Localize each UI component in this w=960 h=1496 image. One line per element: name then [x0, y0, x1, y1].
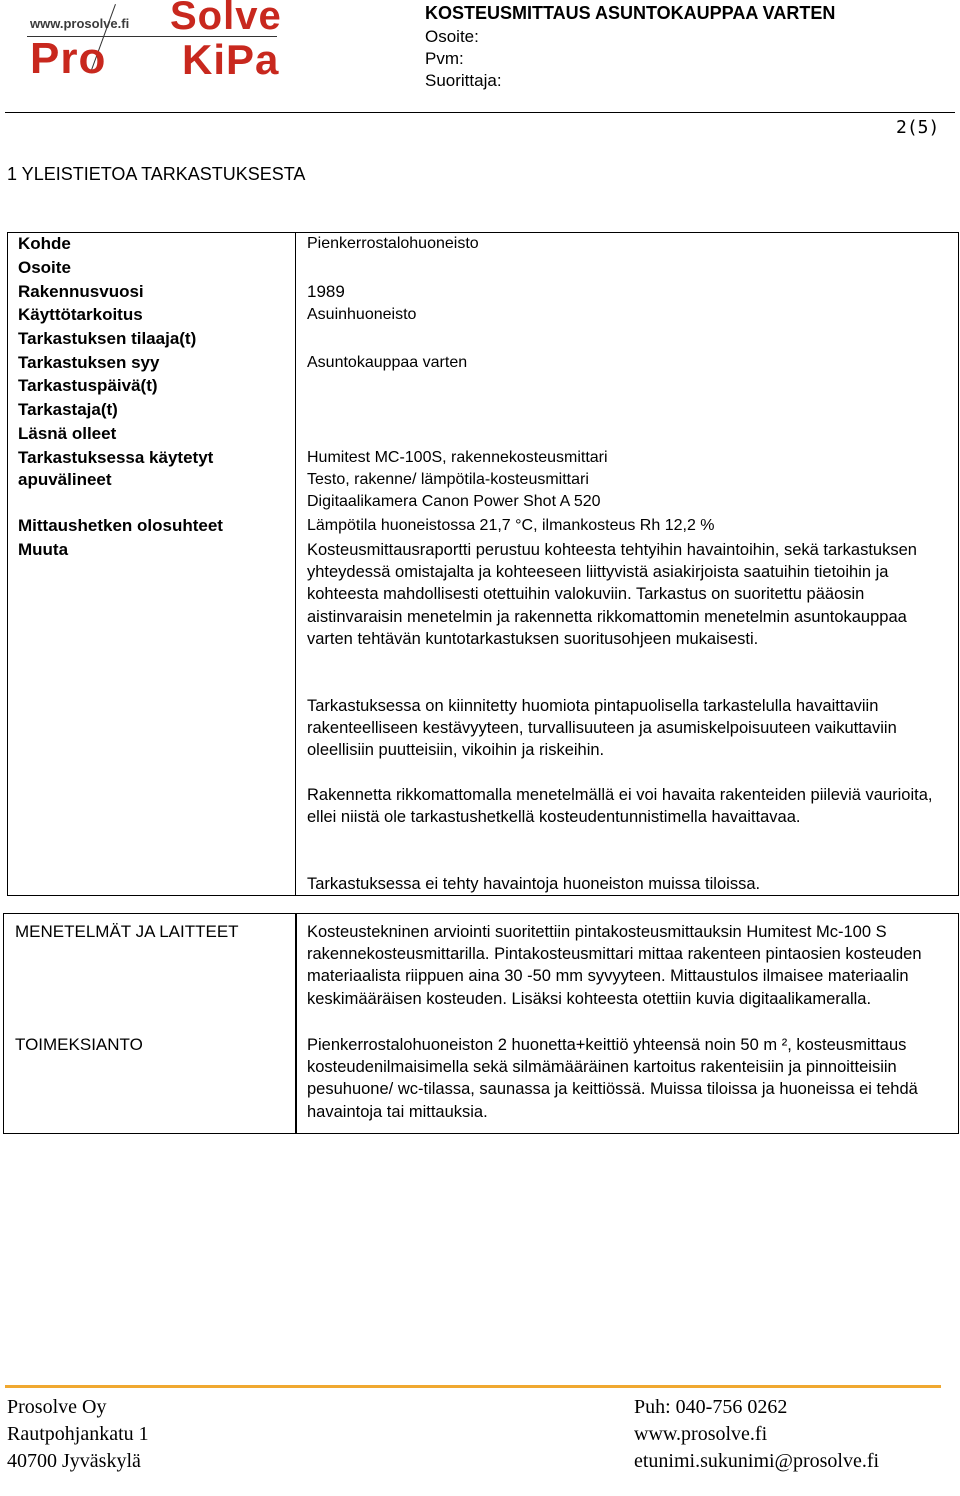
footer-city: 40700 Jyväskylä: [7, 1450, 141, 1472]
label-syy: Tarkastuksen syy: [18, 353, 160, 372]
footer-phone: Puh: 040-756 0262: [634, 1396, 788, 1418]
label-osoite: Osoite: [18, 258, 71, 277]
muuta-paragraph-4: Tarkastuksessa ei tehty havaintoja huoneiston muissa tiloissa.: [307, 875, 761, 893]
section-heading: 1 YLEISTIETOA TARKASTUKSESTA: [7, 164, 306, 184]
value-apuvaline-1: Humitest MC-100S, rakennekosteusmittari: [307, 449, 608, 466]
value-kohde: Pienkerrostalohuoneisto: [307, 235, 479, 252]
footer-company: Prosolve Oy: [7, 1396, 107, 1418]
label-tarkastuspaiva: Tarkastuspäivä(t): [18, 376, 158, 395]
value-apuvaline-3: Digitaalikamera Canon Power Shot A 520: [307, 493, 601, 510]
value-syy: Asuntokauppaa varten: [307, 354, 468, 371]
page-number: 2(5): [896, 117, 940, 138]
label-kohde: Kohde: [18, 234, 71, 253]
muuta-paragraph-2: Tarkastuksessa on kiinnitetty huomiota pintapuolisella tarkastelulla havaittaviin rakenteelliseen kestävyyteen, turvallisuuteen ja asumiskelpoisuuteen vaikuttaviin oleellisiin puutteisiin, vikoihin ja riskeihin.: [307, 697, 897, 760]
header-osoite: Osoite:: [425, 27, 479, 46]
value-olosuhteet: Lämpötila huoneistossa 21,7 °C, ilmankosteus Rh 12,2 %: [307, 517, 715, 534]
muuta-paragraph-3: Rakennetta rikkomattomalla menetelmällä ei voi havaita rakenteiden piileviä vaurioita, ellei niistä ole tarkastushetkellä kosteudentunnistimella havaittavaa.: [307, 786, 933, 827]
logo-kipa: KiPa: [182, 36, 280, 83]
value-menetelmat: Kosteustekninen arviointi suoritettiin pintakosteusmittauksin Humitest Mc-100 S rakennekosteusmittarilla. Pintakosteusmittari mittaa rakenteen pintaosien kosteuden materiaalista riippuen aina 30 -50 mm syvyyteen. Mittaustulos ilmaisee materiaalin keskimääräisen kosteuden. Lisäksi kohteesta otettiin kuvia digitaalikameralla.: [307, 923, 922, 1008]
value-toimeksianto: Pienkerrostalohuoneiston 2 huonetta+keittiö yhteensä noin 50 m ², kosteusmittaus kosteudenilmaisimella sekä silmämääräinen kartoitus rakenteisiin ja pinnoitteisiin pesuhuone/ wc-tilassa, saunassa ja keittiössä. Muissa tiloissa ja huoneissa ei tehdä havaintoja tai mittauksia.: [307, 1036, 918, 1121]
label-muuta: Muuta: [18, 540, 69, 559]
label-apuvalineet-1: Tarkastuksessa käytetyt: [18, 448, 214, 467]
info-table-divider: [295, 232, 296, 896]
logo-solve: Solve: [170, 0, 282, 38]
muuta-paragraph-1: Kosteusmittausraportti perustuu kohteesta tehtyihin havaintoihin, sekä tarkastuksen yhteydessä omistajalta ja kohteeseen liittyvistä asiakirjoista saatuihin tietoihin ja kohteesta mahdollisesti otettuihin valokuviin. Tarkastus on suoritettu pääosin aistinvaraisin menetelmin ja rakennetta rikkomattomin menetelmin asuntokauppaa varten tehtävän kuntotarkastuksen suoritusohjeen mukaisesti.: [307, 541, 917, 648]
methods-table-divider: [295, 913, 297, 1134]
label-apuvalineet-2: apuvälineet: [18, 470, 112, 489]
footer-street: Rautpohjankatu 1: [7, 1423, 149, 1445]
header-pvm: Pvm:: [425, 49, 464, 68]
label-lasna: Läsnä olleet: [18, 424, 117, 443]
value-kayttotarkoitus: Asuinhuoneisto: [307, 306, 417, 323]
document-title: KOSTEUSMITTAUS ASUNTOKAUPPAA VARTEN: [425, 3, 836, 23]
label-tarkastaja: Tarkastaja(t): [18, 400, 118, 419]
label-toimeksianto: TOIMEKSIANTO: [15, 1035, 143, 1054]
footer-email-link[interactable]: etunimi.sukunimi@prosolve.fi: [634, 1450, 880, 1472]
value-apuvaline-2: Testo, rakenne/ lämpötila-kosteusmittari: [307, 471, 589, 488]
label-tilaaja: Tarkastuksen tilaaja(t): [18, 329, 197, 348]
header-suorittaja: Suorittaja:: [425, 71, 502, 90]
label-menetelmat: MENETELMÄT JA LAITTEET: [15, 922, 239, 941]
logo-url: www.prosolve.fi: [30, 16, 130, 31]
logo-pro: Pro: [30, 34, 107, 83]
footer-rule: [5, 1385, 941, 1388]
footer-web-link[interactable]: www.prosolve.fi: [634, 1423, 768, 1445]
label-rakennusvuosi: Rakennusvuosi: [18, 282, 144, 301]
label-kayttotarkoitus: Käyttötarkoitus: [18, 305, 143, 324]
label-olosuhteet: Mittaushetken olosuhteet: [18, 516, 223, 535]
value-rakennusvuosi: 1989: [307, 282, 345, 301]
header-rule: [5, 112, 955, 113]
